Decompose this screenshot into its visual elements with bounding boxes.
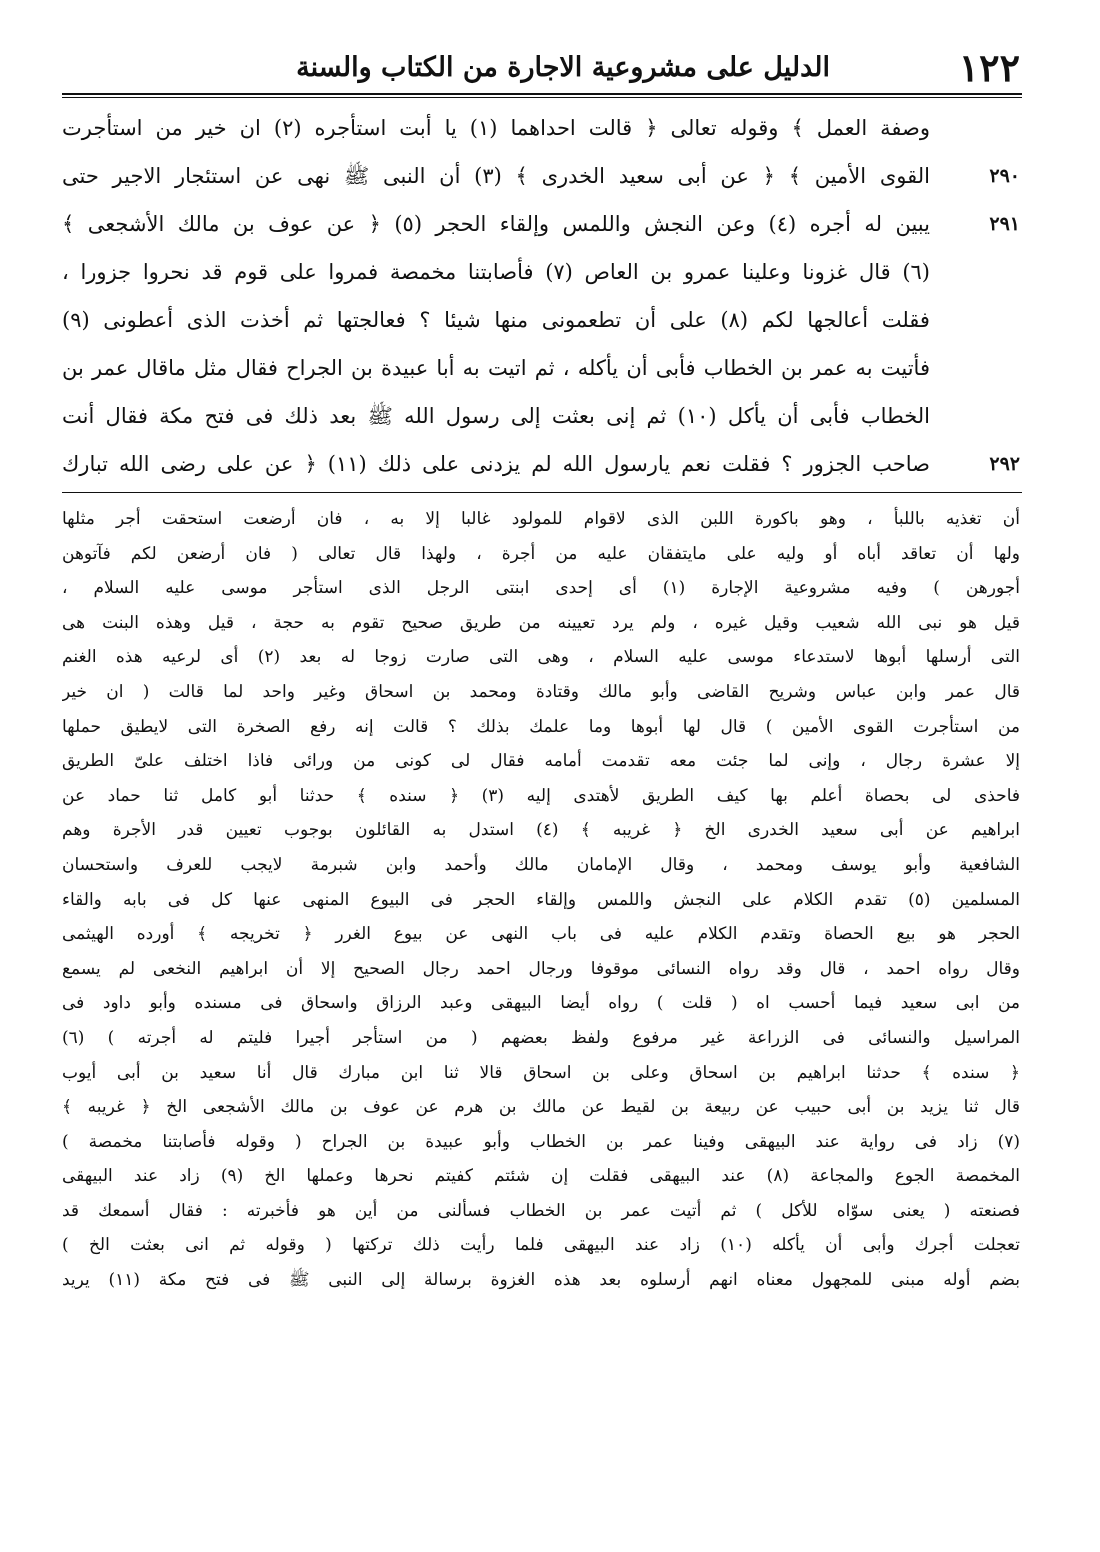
commentary-line: أن تغذيه باللبأ ، وهو باكورة اللبن الذى لاقوام للمولود غالبا إلا به ، فان أرضعت استحقت أجر مثلها (62, 509, 1020, 529)
main-text-line (62, 104, 1020, 152)
main-text-line (62, 152, 1020, 200)
hadith-number: ٢٩٢ (989, 453, 1020, 475)
main-text (62, 104, 1020, 488)
commentary-line: الحجر هو بيع الحصاة وتقدم الكلام عليه فى باب النهى عن بيوع الغرر ﴿ تخريجه ﴾ أورده الهيثمى (62, 924, 1020, 945)
commentary-line: المسلمين (٥) تقدم الكلام على النجش واللمس وإلقاء الحجر فى البيوع المنهى عنها كل فى بابه والقاء (62, 889, 1020, 910)
main-text-line-content: وصفة العمل ﴾ وقوله تعالى ﴿ قالت احداهما (١) يا أبت استأجره (٢) ان خير من استأجرت (62, 116, 930, 140)
main-text-line (62, 200, 1020, 248)
commentary-line: المخمصة الجوع والمجاعة (٨) عند البيهقى فقلت إن شئتم كفيتم نحرها وعملها الخ (٩) زاد عند البيهقى (62, 1166, 1020, 1187)
page-header (70, 42, 1020, 92)
main-text-line (62, 248, 1020, 296)
main-text-line-content: (٦) قال غزونا وعلينا عمرو بن العاص (٧) فأصابتنا مخمصة فمروا على قوم قد نحروا جزورا ، (62, 260, 930, 284)
main-text-line (62, 392, 1020, 440)
commentary-line: ابراهيم عن أبى سعيد الخدرى الخ ﴿ غريبه ﴾ (٤) استدل به القائلون بوجوب تعيين قدر الأجرة وهم (62, 820, 1020, 841)
commentary-line: من استأجرت القوى الأمين ) قال لها أبوها وما علمك بذلك ؟ قالت إنه رفع الصخرة التى لايطيق حملها (62, 716, 1020, 737)
commentary-line: قيل هو نبى الله شعيب وقيل غيره ، ولم يرد تعيينه من طريق صحيح تقوم به حجة ، قيل وهذه البنت هى (62, 612, 1020, 633)
main-text-line-content: صاحب الجزور ؟ فقلت نعم يارسول الله لم يزدنى على ذلك (١١) ﴿ عن على رضى الله تبارك (62, 452, 930, 476)
main-text-line-content: فقلت أعالجها لكم (٨) على أن تطعمونى منها شيئا ؟ فعالجتها ثم أخذت الذى أعطونى (٩) (62, 308, 930, 332)
main-text-line-content: يبين له أجره (٤) وعن النجش واللمس وإلقاء الحجر (٥) ﴿ عن عوف بن مالك الأشجعى ﴾ (62, 212, 930, 236)
running-title: الدليل على مشروعية الاجارة من الكتاب والسنة (296, 52, 830, 83)
commentary-line: ﴿ سنده ﴾ حدثنا ابراهيم بن اسحاق وعلى بن اسحاق قالا ثنا ابن مبارك قال أنا سعيد بن أبى أيوب (62, 1062, 1020, 1083)
main-text-line (62, 344, 1020, 392)
commentary-line: قال عمر وابن عباس وشريح القاضى وأبو مالك وقتادة ومحمد بن اسحاق وغير واحد لما قالت ( ان خير (62, 681, 1020, 702)
hadith-number: ٢٩٠ (989, 165, 1020, 187)
commentary-line: قال ثنا يزيد بن أبى حبيب عن ربيعة بن لقيط عن مالك بن هرم عن عوف بن مالك الأشجعى الخ ﴿ غريبه ﴾ (62, 1097, 1020, 1118)
commentary-line: أجورهن ) وفيه مشروعية الإجارة (١) أى إحدى ابنتى الرجل الذى استأجر موسى عليه السلام ، (62, 578, 1020, 599)
commentary-line: (٧) زاد فى رواية عند البيهقى وفينا عمر بن الخطاب وأبو عبيدة بن الجراح ( وقوله فأصابتنا مخمصة ) (62, 1131, 1020, 1152)
main-text-line-content: فأتيت به عمر بن الخطاب فأبى أن يأكله ، ثم اتيت به أبا عبيدة بن الجراح فقال مثل ماقال عمر بن (62, 356, 930, 380)
commentary-line: وقال رواه احمد ، قال وقد رواه النسائى موقوفا ورجال احمد رجال الصحيح إلا أن ابراهيم النخعى لم يسمع (62, 958, 1020, 979)
commentary-line: تعجلت أجرك وأبى أن يأكله (١٠) زاد عند البيهقى فلما رأيت ذلك تركتها ( وقوله ثم انى بعثت الخ ) (62, 1235, 1020, 1256)
commentary-line: المراسيل والنسائى فى الزراعة غير مرفوع ولفظ بعضهم ( من استأجر أجيرا فليتم له أجرته ) (٦) (62, 1027, 1020, 1048)
main-text-line (62, 296, 1020, 344)
commentary-line: التى أرسلها أبوها لاستدعاء موسى عليه السلام ، وهى التى صارت زوجا له بعد (٢) أى لرعيه هذه الغنم (62, 647, 1020, 668)
main-text-line (62, 440, 1020, 488)
header-rule (62, 93, 1022, 98)
page-number: ١٢٢ (958, 45, 1020, 90)
commentary-line: بضم أوله مبنى للمجهول معناه انهم أرسلوه بعد هذه الغزوة برسالة إلى النبى ﷺ فى فتح مكة (١١) يريد (62, 1270, 1020, 1291)
commentary (62, 502, 1020, 1298)
hadith-number: ٢٩١ (989, 213, 1020, 235)
main-text-line-content: القوى الأمين ﴾ ﴿ عن أبى سعيد الخدرى ﴾ (٣) أن النبى ﷺ نهى عن استئجار الاجير حتى (62, 164, 930, 188)
commentary-line: فصنعته ( يعنى سوّاه للأكل ) ثم أتيت عمر بن الخطاب فسألنى من أين هو فأخبرته : فقال أسمعك قد (62, 1200, 1020, 1221)
footnote-divider (62, 492, 1022, 493)
commentary-line: فاحذى لى بحصاة أعلم بها كيف الطريق لأهتدى إليه (٣) ﴿ سنده ﴾ حدثنا أبو كامل ثنا حماد عن (62, 785, 1020, 806)
commentary-line: الشافعية وأبو يوسف ومحمد ، وقال الإمامان مالك وأحمد وابن شبرمة لايجب للعرف واستحسان (62, 854, 1020, 875)
commentary-line: ولها أن تعاقد أباه أو وليه على مايتفقان عليه من أجرة ، ولهذا قال تعالى ( فان أرضعن لكم فآتوهن (62, 543, 1020, 564)
commentary-line: من ابى سعيد فيما أحسب اه ( قلت ) رواه أيضا البيهقى وعبد الرزاق واسحاق فى مسنده وأبو داود فى (62, 993, 1020, 1014)
main-text-line-content: الخطاب فأبى أن يأكل (١٠) ثم إنى بعثت إلى رسول الله ﷺ بعد ذلك فى فتح مكة فقال أنت (62, 404, 930, 428)
commentary-line: إلا عشرة رجال ، وإنى لما جئت معه تقدمت أمامه فقال لى كونى من ورائى فاذا اختلف علىّ الطريق (62, 751, 1020, 772)
